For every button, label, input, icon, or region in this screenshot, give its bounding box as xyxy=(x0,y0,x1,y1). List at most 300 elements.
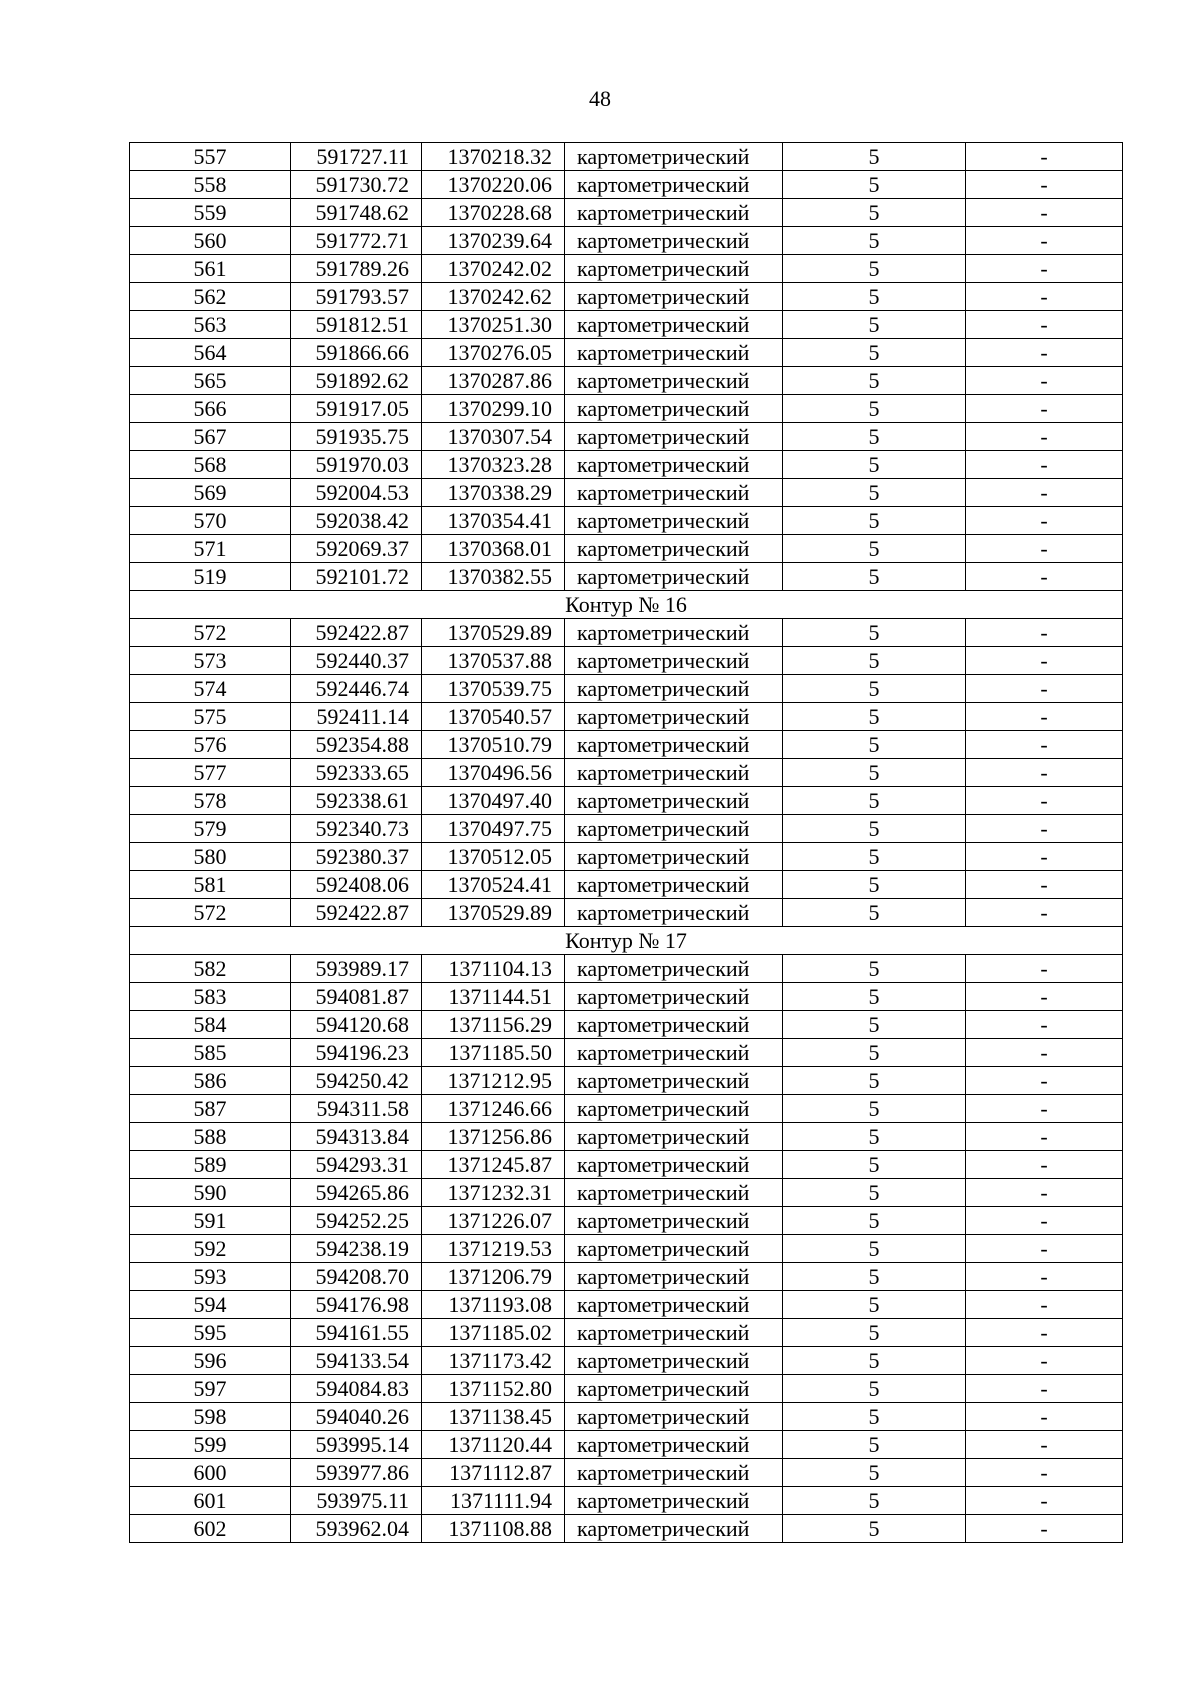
table-row xyxy=(130,1459,1123,1487)
x-coordinate-cell: 592354.88 xyxy=(291,731,422,759)
note-cell: - xyxy=(966,1095,1123,1123)
note-cell: - xyxy=(966,1487,1123,1515)
point-number-cell: 601 xyxy=(130,1487,291,1515)
accuracy-cell: 5 xyxy=(783,199,966,227)
point-number-cell: 571 xyxy=(130,535,291,563)
table-row xyxy=(130,1515,1123,1543)
x-coordinate-cell: 593989.17 xyxy=(291,955,422,983)
table-row xyxy=(130,647,1123,675)
accuracy-cell: 5 xyxy=(783,703,966,731)
table-row xyxy=(130,1151,1123,1179)
note-cell: - xyxy=(966,1459,1123,1487)
note-cell: - xyxy=(966,1067,1123,1095)
point-number-cell: 568 xyxy=(130,451,291,479)
method-cell: картометрический xyxy=(565,395,783,423)
accuracy-cell: 5 xyxy=(783,339,966,367)
method-cell: картометрический xyxy=(565,871,783,899)
accuracy-cell: 5 xyxy=(783,255,966,283)
method-cell: картометрический xyxy=(565,703,783,731)
x-coordinate-cell: 594040.26 xyxy=(291,1403,422,1431)
x-coordinate-cell: 594252.25 xyxy=(291,1207,422,1235)
note-cell: - xyxy=(966,339,1123,367)
note-cell: - xyxy=(966,955,1123,983)
point-number-cell: 580 xyxy=(130,843,291,871)
accuracy-cell: 5 xyxy=(783,1375,966,1403)
y-coordinate-cell: 1370510.79 xyxy=(422,731,565,759)
method-cell: картометрический xyxy=(565,1487,783,1515)
table-row xyxy=(130,1375,1123,1403)
point-number-cell: 572 xyxy=(130,899,291,927)
y-coordinate-cell: 1370496.56 xyxy=(422,759,565,787)
x-coordinate-cell: 594196.23 xyxy=(291,1039,422,1067)
note-cell: - xyxy=(966,535,1123,563)
table-row xyxy=(130,1011,1123,1039)
y-coordinate-cell: 1371144.51 xyxy=(422,983,565,1011)
y-coordinate-cell: 1370529.89 xyxy=(422,619,565,647)
accuracy-cell: 5 xyxy=(783,843,966,871)
point-number-cell: 590 xyxy=(130,1179,291,1207)
x-coordinate-cell: 591727.11 xyxy=(291,143,422,171)
accuracy-cell: 5 xyxy=(783,1403,966,1431)
y-coordinate-cell: 1370524.41 xyxy=(422,871,565,899)
note-cell: - xyxy=(966,1375,1123,1403)
x-coordinate-cell: 594293.31 xyxy=(291,1151,422,1179)
note-cell: - xyxy=(966,479,1123,507)
x-coordinate-cell: 594250.42 xyxy=(291,1067,422,1095)
accuracy-cell: 5 xyxy=(783,1291,966,1319)
method-cell: картометрический xyxy=(565,1235,783,1263)
method-cell: картометрический xyxy=(565,731,783,759)
y-coordinate-cell: 1370338.29 xyxy=(422,479,565,507)
accuracy-cell: 5 xyxy=(783,283,966,311)
table-row xyxy=(130,1347,1123,1375)
coordinates-table xyxy=(129,142,1123,1543)
x-coordinate-cell: 594176.98 xyxy=(291,1291,422,1319)
table-row xyxy=(130,843,1123,871)
point-number-cell: 558 xyxy=(130,171,291,199)
method-cell: картометрический xyxy=(565,507,783,535)
table-row xyxy=(130,1263,1123,1291)
table-row xyxy=(130,227,1123,255)
x-coordinate-cell: 592038.42 xyxy=(291,507,422,535)
accuracy-cell: 5 xyxy=(783,619,966,647)
method-cell: картометрический xyxy=(565,1319,783,1347)
method-cell: картометрический xyxy=(565,255,783,283)
table-row xyxy=(130,339,1123,367)
note-cell: - xyxy=(966,1207,1123,1235)
method-cell: картометрический xyxy=(565,563,783,591)
note-cell: - xyxy=(966,507,1123,535)
point-number-cell: 584 xyxy=(130,1011,291,1039)
point-number-cell: 594 xyxy=(130,1291,291,1319)
method-cell: картометрический xyxy=(565,1375,783,1403)
note-cell: - xyxy=(966,1179,1123,1207)
accuracy-cell: 5 xyxy=(783,451,966,479)
accuracy-cell: 5 xyxy=(783,647,966,675)
method-cell: картометрический xyxy=(565,199,783,227)
method-cell: картометрический xyxy=(565,983,783,1011)
x-coordinate-cell: 592004.53 xyxy=(291,479,422,507)
x-coordinate-cell: 591730.72 xyxy=(291,171,422,199)
table-row xyxy=(130,703,1123,731)
table-row xyxy=(130,955,1123,983)
note-cell: - xyxy=(966,619,1123,647)
accuracy-cell: 5 xyxy=(783,787,966,815)
table-row xyxy=(130,143,1123,171)
note-cell: - xyxy=(966,843,1123,871)
contour-header-row xyxy=(130,927,1123,955)
method-cell: картометрический xyxy=(565,1291,783,1319)
table-row xyxy=(130,1235,1123,1263)
x-coordinate-cell: 593995.14 xyxy=(291,1431,422,1459)
table-row xyxy=(130,423,1123,451)
y-coordinate-cell: 1371112.87 xyxy=(422,1459,565,1487)
method-cell: картометрический xyxy=(565,1515,783,1543)
y-coordinate-cell: 1370220.06 xyxy=(422,171,565,199)
y-coordinate-cell: 1370382.55 xyxy=(422,563,565,591)
table-row xyxy=(130,675,1123,703)
table-row xyxy=(130,367,1123,395)
table-row xyxy=(130,1123,1123,1151)
point-number-cell: 562 xyxy=(130,283,291,311)
table-row xyxy=(130,1207,1123,1235)
y-coordinate-cell: 1370512.05 xyxy=(422,843,565,871)
table-row xyxy=(130,283,1123,311)
note-cell: - xyxy=(966,675,1123,703)
y-coordinate-cell: 1371193.08 xyxy=(422,1291,565,1319)
accuracy-cell: 5 xyxy=(783,871,966,899)
note-cell: - xyxy=(966,451,1123,479)
accuracy-cell: 5 xyxy=(783,367,966,395)
method-cell: картометрический xyxy=(565,1347,783,1375)
x-coordinate-cell: 591917.05 xyxy=(291,395,422,423)
method-cell: картометрический xyxy=(565,339,783,367)
point-number-cell: 596 xyxy=(130,1347,291,1375)
point-number-cell: 587 xyxy=(130,1095,291,1123)
point-number-cell: 602 xyxy=(130,1515,291,1543)
table-row xyxy=(130,507,1123,535)
point-number-cell: 560 xyxy=(130,227,291,255)
accuracy-cell: 5 xyxy=(783,171,966,199)
x-coordinate-cell: 591935.75 xyxy=(291,423,422,451)
point-number-cell: 589 xyxy=(130,1151,291,1179)
y-coordinate-cell: 1370251.30 xyxy=(422,311,565,339)
point-number-cell: 583 xyxy=(130,983,291,1011)
x-coordinate-cell: 592446.74 xyxy=(291,675,422,703)
coordinates-table-body xyxy=(130,143,1123,1543)
table-row xyxy=(130,1039,1123,1067)
note-cell: - xyxy=(966,1123,1123,1151)
accuracy-cell: 5 xyxy=(783,1263,966,1291)
table-row xyxy=(130,1431,1123,1459)
note-cell: - xyxy=(966,1011,1123,1039)
method-cell: картометрический xyxy=(565,479,783,507)
y-coordinate-cell: 1370529.89 xyxy=(422,899,565,927)
x-coordinate-cell: 592440.37 xyxy=(291,647,422,675)
x-coordinate-cell: 591748.62 xyxy=(291,199,422,227)
note-cell: - xyxy=(966,759,1123,787)
table-row xyxy=(130,451,1123,479)
method-cell: картометрический xyxy=(565,1095,783,1123)
y-coordinate-cell: 1370537.88 xyxy=(422,647,565,675)
x-coordinate-cell: 592333.65 xyxy=(291,759,422,787)
accuracy-cell: 5 xyxy=(783,1067,966,1095)
x-coordinate-cell: 591970.03 xyxy=(291,451,422,479)
y-coordinate-cell: 1370228.68 xyxy=(422,199,565,227)
method-cell: картометрический xyxy=(565,1011,783,1039)
note-cell: - xyxy=(966,199,1123,227)
contour-title: Контур № 17 xyxy=(130,927,1123,955)
y-coordinate-cell: 1371120.44 xyxy=(422,1431,565,1459)
method-cell: картометрический xyxy=(565,227,783,255)
point-number-cell: 600 xyxy=(130,1459,291,1487)
y-coordinate-cell: 1371152.80 xyxy=(422,1375,565,1403)
y-coordinate-cell: 1371245.87 xyxy=(422,1151,565,1179)
note-cell: - xyxy=(966,423,1123,451)
x-coordinate-cell: 592422.87 xyxy=(291,899,422,927)
table-row xyxy=(130,199,1123,227)
x-coordinate-cell: 593962.04 xyxy=(291,1515,422,1543)
contour-header-row xyxy=(130,591,1123,619)
y-coordinate-cell: 1371185.02 xyxy=(422,1319,565,1347)
method-cell: картометрический xyxy=(565,619,783,647)
y-coordinate-cell: 1370239.64 xyxy=(422,227,565,255)
table-row xyxy=(130,1319,1123,1347)
method-cell: картометрический xyxy=(565,675,783,703)
accuracy-cell: 5 xyxy=(783,1207,966,1235)
y-coordinate-cell: 1370242.02 xyxy=(422,255,565,283)
accuracy-cell: 5 xyxy=(783,1319,966,1347)
x-coordinate-cell: 592340.73 xyxy=(291,815,422,843)
note-cell: - xyxy=(966,983,1123,1011)
y-coordinate-cell: 1371185.50 xyxy=(422,1039,565,1067)
y-coordinate-cell: 1371156.29 xyxy=(422,1011,565,1039)
accuracy-cell: 5 xyxy=(783,1151,966,1179)
point-number-cell: 565 xyxy=(130,367,291,395)
table-row xyxy=(130,619,1123,647)
x-coordinate-cell: 594313.84 xyxy=(291,1123,422,1151)
note-cell: - xyxy=(966,899,1123,927)
y-coordinate-cell: 1370218.32 xyxy=(422,143,565,171)
table-row xyxy=(130,395,1123,423)
point-number-cell: 572 xyxy=(130,619,291,647)
accuracy-cell: 5 xyxy=(783,1011,966,1039)
point-number-cell: 577 xyxy=(130,759,291,787)
table-row xyxy=(130,1095,1123,1123)
point-number-cell: 578 xyxy=(130,787,291,815)
y-coordinate-cell: 1370242.62 xyxy=(422,283,565,311)
accuracy-cell: 5 xyxy=(783,759,966,787)
x-coordinate-cell: 592422.87 xyxy=(291,619,422,647)
point-number-cell: 569 xyxy=(130,479,291,507)
note-cell: - xyxy=(966,255,1123,283)
accuracy-cell: 5 xyxy=(783,899,966,927)
table-row xyxy=(130,787,1123,815)
accuracy-cell: 5 xyxy=(783,1095,966,1123)
method-cell: картометрический xyxy=(565,535,783,563)
method-cell: картометрический xyxy=(565,843,783,871)
accuracy-cell: 5 xyxy=(783,1431,966,1459)
y-coordinate-cell: 1371219.53 xyxy=(422,1235,565,1263)
x-coordinate-cell: 592338.61 xyxy=(291,787,422,815)
point-number-cell: 579 xyxy=(130,815,291,843)
note-cell: - xyxy=(966,1235,1123,1263)
x-coordinate-cell: 591789.26 xyxy=(291,255,422,283)
x-coordinate-cell: 594265.86 xyxy=(291,1179,422,1207)
note-cell: - xyxy=(966,283,1123,311)
y-coordinate-cell: 1371138.45 xyxy=(422,1403,565,1431)
point-number-cell: 567 xyxy=(130,423,291,451)
table-row xyxy=(130,1487,1123,1515)
point-number-cell: 574 xyxy=(130,675,291,703)
note-cell: - xyxy=(966,563,1123,591)
y-coordinate-cell: 1371104.13 xyxy=(422,955,565,983)
point-number-cell: 561 xyxy=(130,255,291,283)
x-coordinate-cell: 592411.14 xyxy=(291,703,422,731)
y-coordinate-cell: 1370497.40 xyxy=(422,787,565,815)
note-cell: - xyxy=(966,731,1123,759)
y-coordinate-cell: 1371246.66 xyxy=(422,1095,565,1123)
note-cell: - xyxy=(966,395,1123,423)
accuracy-cell: 5 xyxy=(783,311,966,339)
accuracy-cell: 5 xyxy=(783,479,966,507)
table-row xyxy=(130,899,1123,927)
point-number-cell: 598 xyxy=(130,1403,291,1431)
accuracy-cell: 5 xyxy=(783,507,966,535)
point-number-cell: 591 xyxy=(130,1207,291,1235)
note-cell: - xyxy=(966,143,1123,171)
point-number-cell: 557 xyxy=(130,143,291,171)
x-coordinate-cell: 594084.83 xyxy=(291,1375,422,1403)
y-coordinate-cell: 1371173.42 xyxy=(422,1347,565,1375)
y-coordinate-cell: 1370287.86 xyxy=(422,367,565,395)
method-cell: картометрический xyxy=(565,759,783,787)
accuracy-cell: 5 xyxy=(783,983,966,1011)
x-coordinate-cell: 593975.11 xyxy=(291,1487,422,1515)
accuracy-cell: 5 xyxy=(783,563,966,591)
point-number-cell: 599 xyxy=(130,1431,291,1459)
x-coordinate-cell: 591892.62 xyxy=(291,367,422,395)
table-row xyxy=(130,311,1123,339)
method-cell: картометрический xyxy=(565,143,783,171)
point-number-cell: 595 xyxy=(130,1319,291,1347)
page-number: 48 xyxy=(589,86,611,111)
table-row xyxy=(130,1067,1123,1095)
note-cell: - xyxy=(966,311,1123,339)
y-coordinate-cell: 1370368.01 xyxy=(422,535,565,563)
note-cell: - xyxy=(966,647,1123,675)
x-coordinate-cell: 594120.68 xyxy=(291,1011,422,1039)
method-cell: картометрический xyxy=(565,1039,783,1067)
accuracy-cell: 5 xyxy=(783,675,966,703)
method-cell: картометрический xyxy=(565,1151,783,1179)
y-coordinate-cell: 1370299.10 xyxy=(422,395,565,423)
accuracy-cell: 5 xyxy=(783,955,966,983)
accuracy-cell: 5 xyxy=(783,1487,966,1515)
y-coordinate-cell: 1370354.41 xyxy=(422,507,565,535)
method-cell: картометрический xyxy=(565,815,783,843)
point-number-cell: 597 xyxy=(130,1375,291,1403)
method-cell: картометрический xyxy=(565,955,783,983)
point-number-cell: 581 xyxy=(130,871,291,899)
accuracy-cell: 5 xyxy=(783,1123,966,1151)
y-coordinate-cell: 1371108.88 xyxy=(422,1515,565,1543)
table-row xyxy=(130,171,1123,199)
accuracy-cell: 5 xyxy=(783,535,966,563)
point-number-cell: 593 xyxy=(130,1263,291,1291)
y-coordinate-cell: 1371212.95 xyxy=(422,1067,565,1095)
x-coordinate-cell: 592101.72 xyxy=(291,563,422,591)
table-row xyxy=(130,1403,1123,1431)
x-coordinate-cell: 591866.66 xyxy=(291,339,422,367)
x-coordinate-cell: 591812.51 xyxy=(291,311,422,339)
x-coordinate-cell: 592069.37 xyxy=(291,535,422,563)
method-cell: картометрический xyxy=(565,1431,783,1459)
point-number-cell: 573 xyxy=(130,647,291,675)
note-cell: - xyxy=(966,1319,1123,1347)
point-number-cell: 575 xyxy=(130,703,291,731)
method-cell: картометрический xyxy=(565,1067,783,1095)
table-row xyxy=(130,255,1123,283)
x-coordinate-cell: 593977.86 xyxy=(291,1459,422,1487)
note-cell: - xyxy=(966,787,1123,815)
note-cell: - xyxy=(966,1291,1123,1319)
table-row xyxy=(130,535,1123,563)
method-cell: картометрический xyxy=(565,787,783,815)
contour-title: Контур № 16 xyxy=(130,591,1123,619)
accuracy-cell: 5 xyxy=(783,423,966,451)
x-coordinate-cell: 594208.70 xyxy=(291,1263,422,1291)
method-cell: картометрический xyxy=(565,1459,783,1487)
note-cell: - xyxy=(966,815,1123,843)
x-coordinate-cell: 592408.06 xyxy=(291,871,422,899)
method-cell: картометрический xyxy=(565,647,783,675)
accuracy-cell: 5 xyxy=(783,227,966,255)
point-number-cell: 564 xyxy=(130,339,291,367)
point-number-cell: 585 xyxy=(130,1039,291,1067)
point-number-cell: 592 xyxy=(130,1235,291,1263)
point-number-cell: 576 xyxy=(130,731,291,759)
accuracy-cell: 5 xyxy=(783,143,966,171)
y-coordinate-cell: 1370540.57 xyxy=(422,703,565,731)
point-number-cell: 570 xyxy=(130,507,291,535)
method-cell: картометрический xyxy=(565,1179,783,1207)
accuracy-cell: 5 xyxy=(783,815,966,843)
method-cell: картометрический xyxy=(565,283,783,311)
method-cell: картометрический xyxy=(565,171,783,199)
point-number-cell: 566 xyxy=(130,395,291,423)
y-coordinate-cell: 1370276.05 xyxy=(422,339,565,367)
accuracy-cell: 5 xyxy=(783,1347,966,1375)
x-coordinate-cell: 594311.58 xyxy=(291,1095,422,1123)
method-cell: картометрический xyxy=(565,451,783,479)
note-cell: - xyxy=(966,1263,1123,1291)
table-row xyxy=(130,563,1123,591)
y-coordinate-cell: 1371226.07 xyxy=(422,1207,565,1235)
table-row xyxy=(130,983,1123,1011)
y-coordinate-cell: 1370307.54 xyxy=(422,423,565,451)
point-number-cell: 563 xyxy=(130,311,291,339)
x-coordinate-cell: 594133.54 xyxy=(291,1347,422,1375)
note-cell: - xyxy=(966,871,1123,899)
table-row xyxy=(130,479,1123,507)
table-row xyxy=(130,871,1123,899)
table-row xyxy=(130,1291,1123,1319)
method-cell: картометрический xyxy=(565,367,783,395)
method-cell: картометрический xyxy=(565,423,783,451)
x-coordinate-cell: 592380.37 xyxy=(291,843,422,871)
x-coordinate-cell: 594081.87 xyxy=(291,983,422,1011)
